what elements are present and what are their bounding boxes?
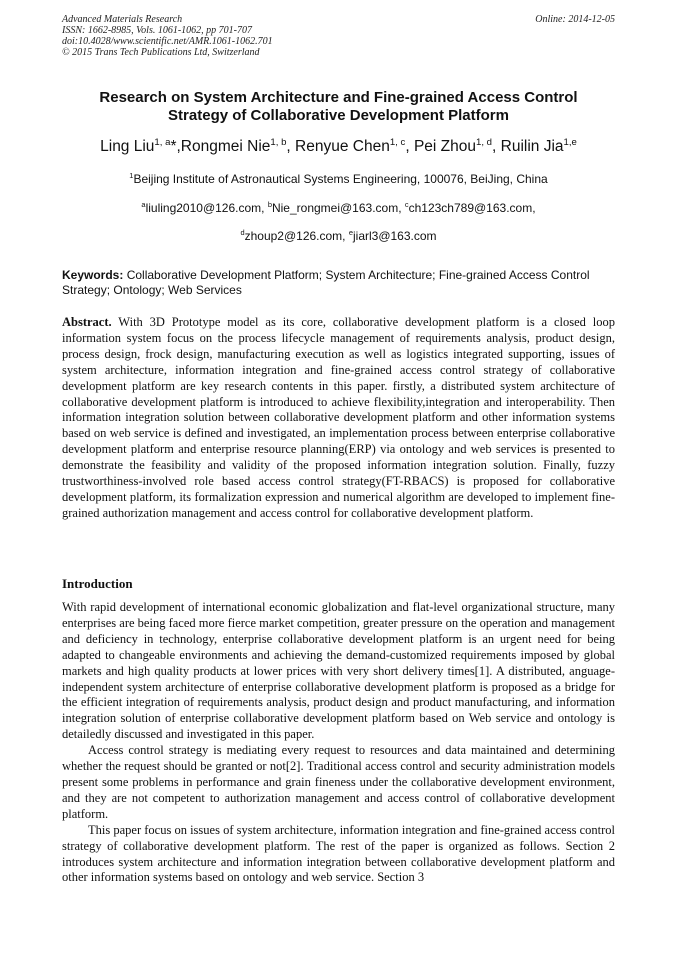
doi-line: doi:10.4028/www.scientific.net/AMR.1061-1062.701: [62, 36, 273, 47]
copyright-line: © 2015 Trans Tech Publications Ltd, Switzerland: [62, 47, 260, 58]
author-affil-mark: 1, b: [270, 136, 287, 148]
paper-title: [62, 89, 615, 125]
email-b: Nie_rongmei@163.com: [271, 201, 399, 215]
email-d: zhoup2@126.com: [244, 229, 343, 243]
affiliation-text: Beijing Institute of Astronautical Systems Engineering, 100076, BeiJing, China: [133, 172, 548, 186]
corresponding-mark: *: [170, 138, 177, 155]
email-a: liuling2010@126.com: [145, 201, 262, 215]
author-affil-mark: 1, c: [389, 136, 406, 148]
email-line-1: $^a$liuling2010@126.com, $^b$Nie_rongmei@163.com, $^c$ch123ch789@163.com,: [141, 200, 536, 215]
intro-paragraph-1: With rapid development of international economic globalization and flat-level organizational structure, many enterprises are being faced more fierce market competition, greater pressure on the operation and management and deficiency in technology, enterprise collaborative development platform is an urgent need for being adapted to changeable environments and achieving the demand-customized requirements imposed by global markets and high quality products at lower prices with very short delivery times[1]. A distributed, anguage-independent system architecture of enterprise collaborative development platform is proposed as a bridge for the efficient integration of requirements analysis, product design and product manufacturing, and information integration solution of enterprise collaborative development platform based on Web service and ontology is detailedly discussed and investigated in this paper.: [62, 600, 615, 742]
author-name: Pei Zhou: [413, 138, 476, 155]
abstract-text: With 3D Prototype model as its core, collaborative development platform is a closed loop information system focus on the process lifecycle management of requirements analysis, product design, process design, frock design, manufacturing execution as well as logistics integrated supporting, issues of system architecture, information integration and fine-grained access control strategy of collaborative development platform are key research contents in this paper. firstly, a distributed system architecture of collaborative development platform is introduced to achieve flexibility,integration and interoperability. Then information integration solution between collaborative development platform and other information systems based on web service is defined and investigated, an implementation process between enterprise collaborative development platform and enterprise resource planning(ERP) via ontology and web services is presented to demonstrate the feasibility and validity of the proposed information integration solution. Finally, fuzzy trustworthiness-involved role based access control strategy(FT-RBACS) is proposed for collaborative development platform, its formalization expression and numerical algorithm are developed to implement fine-grained authorization management and access control for collaborative development platform.: [62, 315, 616, 520]
title-line-1: Research on System Architecture and Fine-grained Access Control: [99, 89, 578, 106]
author-affil-mark: 1, d: [475, 136, 492, 148]
author-affil-mark: 1,e: [563, 136, 577, 148]
issn-line: ISSN: 1662-8985, Vols. 1061-1062, pp 701-707: [62, 25, 252, 36]
keywords: [62, 268, 615, 298]
introduction-body: [62, 600, 615, 886]
intro-paragraph-2: Access control strategy is mediating every request to resources and data maintained and determining whether the request should be granted or not[2]. Traditional access control and security administration models present some problems in performance and grain fineness under the collaborative development environment, and they are not competent to authorization management and access control of collaborative development platform.: [62, 743, 615, 821]
abstract: [62, 315, 615, 522]
email-c: ch123ch789@163.com: [408, 201, 533, 215]
author-name: Ruilin Jia: [500, 138, 564, 155]
journal-header: [62, 14, 615, 58]
author-name: Rongmei Nie: [180, 138, 271, 155]
abstract-label: Abstract.: [62, 315, 112, 329]
author-list: Ling Liu$^{1, a}$*,Rongmei Nie$^{1, b}$, Renyue Chen$^{1, c}$, Pei Zhou$^{1, d}$, Ruilin Jia$^{1,e}$: [100, 136, 577, 155]
keywords-label: Keywords:: [62, 268, 124, 282]
journal-name: Advanced Materials Research: [62, 14, 183, 25]
intro-paragraph-3: This paper focus on issues of system architecture, information integration and fine-grained access control strategy of collaborative development platform. The rest of the paper is organized as follows. Section 2 introduces system architecture and information integration between collaborative development platform and other information systems based on ontology and web service. Section 3: [62, 822, 615, 885]
author-name: Ling Liu: [100, 138, 155, 155]
email-line-2: $^d$zhoup2@126.com, $^e$jiarl3@163.com: [240, 228, 437, 243]
affiliation-mark: 1: [129, 171, 134, 180]
title-line-2: Strategy of Collaborative Development Platform: [168, 107, 509, 124]
email-e: jiarl3@163.com: [352, 229, 437, 243]
keywords-text: Collaborative Development Platform; System Architecture; Fine-grained Access Control Strategy; Ontology; Web Services: [62, 268, 590, 297]
introduction-heading: Introduction: [62, 576, 133, 591]
author-name: Renyue Chen: [295, 138, 390, 155]
author-affil-mark: 1, a: [154, 136, 171, 148]
online-date: Online: 2014-12-05: [535, 14, 615, 25]
affiliation: [62, 172, 615, 186]
